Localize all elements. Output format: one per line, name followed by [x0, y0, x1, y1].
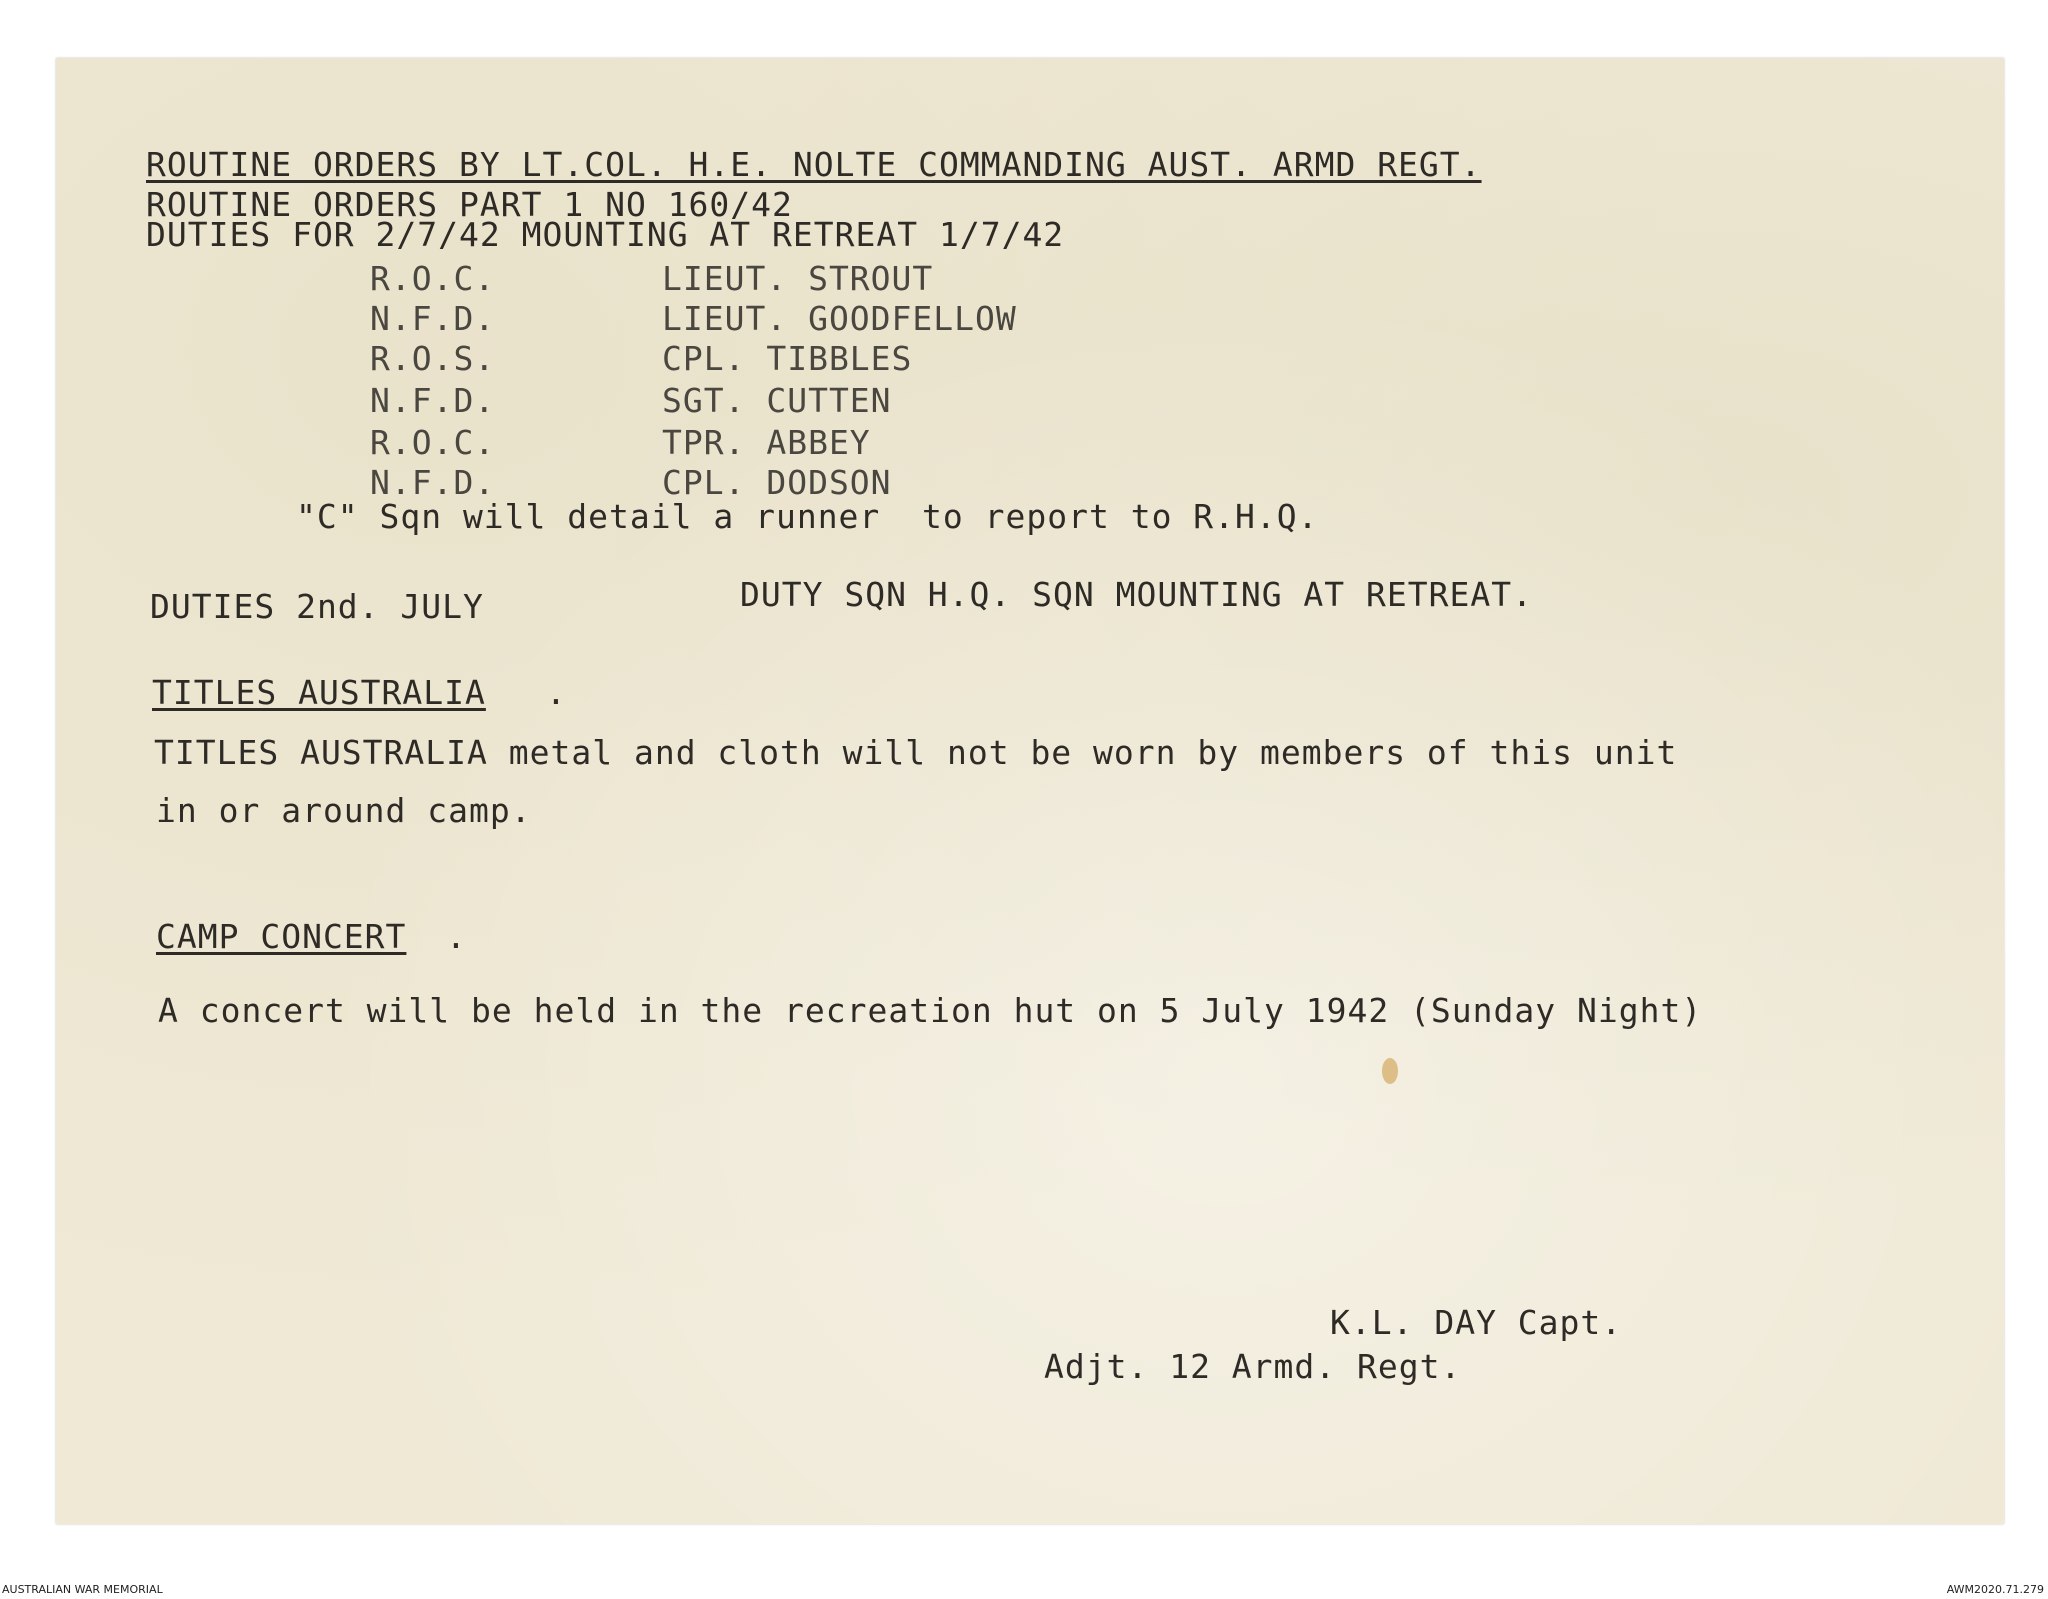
- runner-line: "C" Sqn will detail a runner to report to R.H.Q.: [296, 497, 1319, 536]
- header-line-2: ROUTINE ORDERS PART 1 NO 160/42: [146, 185, 793, 224]
- duty-code: N.F.D.: [370, 381, 496, 420]
- duty-code: R.O.S.: [370, 339, 496, 378]
- duty-code: N.F.D.: [370, 299, 496, 338]
- duty-name: SGT. CUTTEN: [662, 381, 892, 420]
- duty-name: TPR. ABBEY: [662, 423, 871, 462]
- duty-name: LIEUT. STROUT: [662, 259, 934, 298]
- header-line-1: ROUTINE ORDERS BY LT.COL. H.E. NOLTE COMMANDING AUST. ARMD REGT.: [146, 145, 1482, 184]
- concert-body: A concert will be held in the recreation hut on 5 July 1942 (Sunday Night): [158, 991, 1703, 1030]
- duty-code: R.O.C.: [370, 423, 496, 462]
- archive-label: AUSTRALIAN WAR MEMORIAL: [2, 1583, 163, 1596]
- titles-body-line-2: in or around camp.: [156, 791, 532, 830]
- titles-heading-period: .: [546, 673, 567, 712]
- concert-heading-period: .: [446, 917, 467, 956]
- titles-body-line-1: TITLES AUSTRALIA metal and cloth will not be worn by members of this unit: [154, 733, 1678, 772]
- concert-heading: CAMP CONCERT: [156, 917, 407, 956]
- duty-code: N.F.D.: [370, 463, 496, 502]
- duty-code: R.O.C.: [370, 259, 496, 298]
- duty-name: LIEUT. GOODFELLOW: [662, 299, 1017, 338]
- header-line-3: DUTIES FOR 2/7/42 MOUNTING AT RETREAT 1/7/42: [146, 215, 1065, 254]
- duty-name: CPL. TIBBLES: [662, 339, 913, 378]
- titles-heading: TITLES AUSTRALIA: [152, 673, 486, 712]
- signature-title: Adjt. 12 Armd. Regt.: [1044, 1347, 1462, 1386]
- duty-name: CPL. DODSON: [662, 463, 892, 502]
- archive-id: AWM2020.71.279: [1946, 1583, 2044, 1596]
- paper-stain: [1382, 1058, 1398, 1084]
- duties-2nd-label: DUTIES 2nd. JULY: [150, 587, 484, 626]
- duties-2nd-text: DUTY SQN H.Q. SQN MOUNTING AT RETREAT.: [740, 575, 1533, 614]
- signature-name: K.L. DAY Capt.: [1330, 1303, 1623, 1342]
